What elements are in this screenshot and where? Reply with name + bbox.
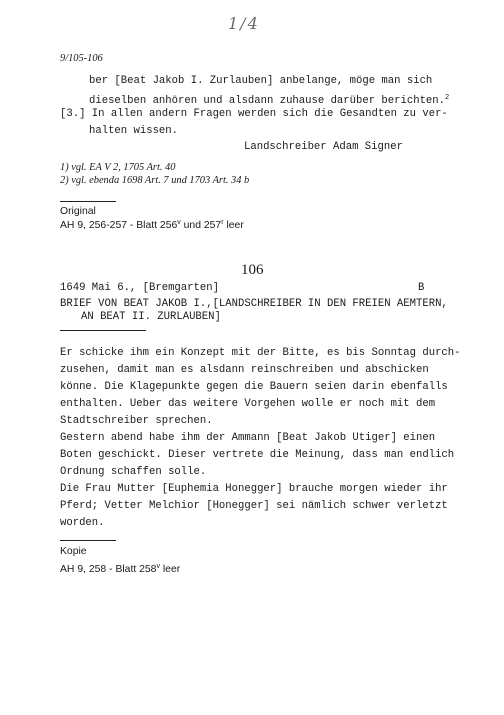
source-reference: AH 9, 258 - Blatt 258$^v$ leer [60, 563, 181, 575]
body-line: könne. Die Klagepunkte gegen die Bauern seien darin ebenfalls [60, 381, 448, 393]
signature: Landschreiber Adam Signer [244, 141, 403, 153]
body-line: Boten geschickt. Dieser vertrete die Meinung, dass man endlich [60, 449, 455, 461]
footnote-marker: 2 [445, 94, 450, 102]
separator-rule [60, 540, 116, 541]
body-line: Pferd; Vetter Melchior [Honegger] sei nämlich schwer verletzt [60, 500, 448, 512]
separator-rule [60, 330, 146, 331]
body-line: enthalten. Ueber das weitere Vorgehen wolle er noch mit dem [60, 398, 436, 410]
page-number-mark: 1/4 [228, 14, 260, 33]
prev-source-type: Original [60, 206, 96, 217]
prev-body-line: dieselben anhören und alsdann zuhause darüber berichten.$^2$ [89, 94, 450, 107]
document-number: 106 [241, 262, 264, 278]
footnote: 2) vgl. ebenda 1698 Art. 7 und 1703 Art. 34 b [60, 175, 250, 186]
prev-body-line: halten wissen. [89, 125, 179, 137]
body-line: Die Frau Mutter [Euphemia Honegger] brauche morgen wieder ihr [60, 483, 448, 495]
body-line: worden. [60, 517, 105, 529]
document-letter: B [418, 282, 425, 294]
prev-body-line: ber [Beat Jakob I. Zurlauben] anbelange, möge man sich [89, 75, 433, 87]
body-line: Gestern abend habe ihm der Ammann [Beat Jakob Utiger] einen [60, 432, 436, 444]
body-line: Stadtschreiber sprechen. [60, 415, 213, 427]
source-type: Kopie [60, 546, 87, 557]
document-title: AN BEAT II. ZURLAUBEN] [81, 311, 221, 323]
prev-body-line: [3.] In allen andern Fragen werden sich die Gesandten zu ver- [60, 108, 448, 120]
footnote: 1) vgl. EA V 2, 1705 Art. 40 [60, 162, 176, 173]
document-reference: 9/105-106 [60, 53, 103, 64]
body-line: zusehen, damit man es alsdann reinschreiben und abschicken [60, 364, 429, 376]
separator-rule [60, 201, 116, 202]
document-title: BRIEF VON BEAT JAKOB I.,[LANDSCHREIBER IN DEN FREIEN AEMTERN, [60, 298, 448, 310]
body-line: Ordnung schaffen solle. [60, 466, 207, 478]
document-date: 1649 Mai 6., [Bremgarten] [60, 282, 219, 294]
body-line: Er schicke ihm ein Konzept mit der Bitte, es bis Sonntag durch- [60, 347, 461, 359]
prev-source-reference: AH 9, 256-257 - Blatt 256$^v$ und 257$^r$ leer [60, 219, 244, 231]
